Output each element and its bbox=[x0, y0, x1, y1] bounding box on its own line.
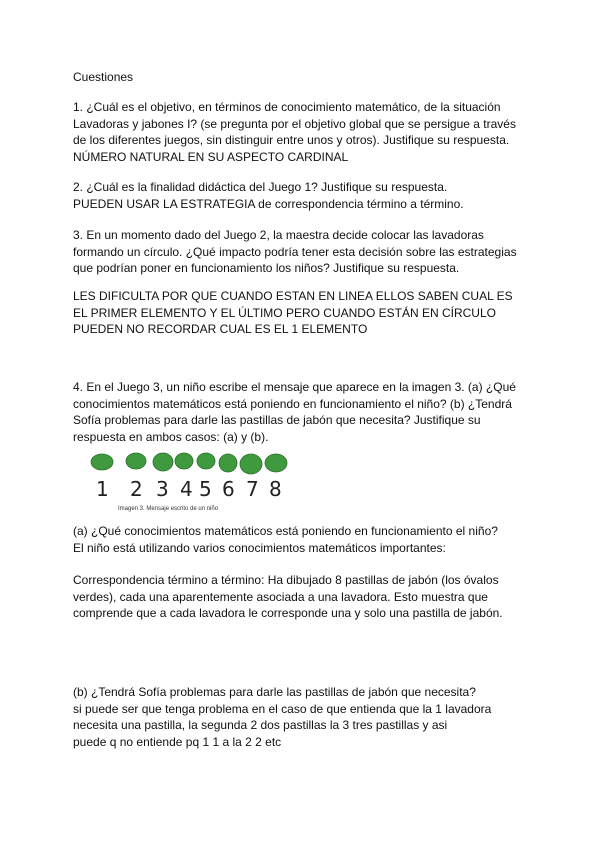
soap-blob bbox=[153, 453, 173, 471]
q3-line: formando un círculo. ¿Qué impacto podría tener esta decisión sobre las estrategias bbox=[73, 244, 517, 259]
handwritten-digit: 7 bbox=[246, 477, 259, 501]
title-text: Cuestiones bbox=[73, 70, 134, 84]
q3-answer-line: LES DIFICULTA POR QUE CUANDO ESTAN EN LINEA ELLOS SABEN CUAL ES bbox=[73, 289, 513, 303]
q1-line: Lavadoras y jabones I? (se pregunta por el objetivo global que se persigue a través bbox=[73, 116, 516, 131]
a-question-line: El niño está utilizando varios conocimientos matemáticos importantes: bbox=[73, 540, 446, 555]
q3-line: 3. En un momento dado del Juego 2, la maestra decide colocar las lavadoras bbox=[73, 228, 484, 242]
question-1 bbox=[73, 99, 533, 165]
q4-line: Sofía problemas para darle las pastillas de jabón que necesita? Justifique su bbox=[73, 413, 481, 427]
q4-line: respuesta en ambos casos: (a) y (b). bbox=[73, 429, 269, 444]
handwritten-digit: 5 bbox=[199, 477, 212, 501]
a-answer-line: verdes), cada una aparentemente asociada a una lavadora. Esto muestra que bbox=[73, 589, 488, 604]
q3-line: que podrían poner en funcionamiento los niños? Justifique su respuesta. bbox=[73, 261, 460, 275]
q3-answer-line: EL PRIMER ELEMENTO Y EL ÚLTIMO PERO CUANDO ESTÁN EN CÍRCULO bbox=[73, 305, 496, 320]
handwritten-digit: 4 bbox=[180, 477, 193, 501]
b-answer-line: puede q no entiende pq 1 1 a la 2 2 etc bbox=[73, 734, 282, 749]
soap-blob bbox=[175, 453, 193, 469]
question-2 bbox=[73, 179, 533, 212]
soap-blob bbox=[240, 454, 262, 474]
question-3 bbox=[73, 227, 533, 277]
b-answer-line: si puede ser que tenga problema en el caso de que entienda que la 1 lavadora bbox=[73, 701, 492, 716]
handwritten-digit: 3 bbox=[156, 477, 169, 501]
b-question-line: (b) ¿Tendrá Sofía problemas para darle las pastillas de jabón que necesita? bbox=[73, 685, 476, 699]
q3-answer-line: PUEDEN NO RECORDAR CUAL ES EL 1 ELEMENTO bbox=[73, 322, 368, 336]
q1-line: de los diferentes juegos, sin distinguir entre unos y otros). Justifique su respuesta. bbox=[73, 133, 510, 147]
section-title bbox=[73, 69, 533, 86]
answer-a bbox=[73, 572, 533, 622]
q1-line: 1. ¿Cuál es el objetivo, en términos de conocimiento matemático, de la situación bbox=[73, 100, 501, 114]
image-caption: Imagen 3. Mensaje escrito de un niño bbox=[118, 506, 219, 512]
q2-answer: PUEDEN USAR LA ESTRATEGIA de correspondencia término a término. bbox=[73, 196, 464, 211]
handwritten-digit: 6 bbox=[222, 477, 235, 501]
soap-blob bbox=[219, 454, 237, 472]
soap-blob bbox=[197, 453, 215, 469]
a-answer-line: comprende que a cada lavadora le corresponde una y solo una pastilla de jabón. bbox=[73, 606, 503, 620]
question-4 bbox=[73, 379, 533, 445]
handwritten-digit: 1 bbox=[96, 477, 109, 501]
q4-line: 4. En el Juego 3, un niño escribe el mensaje que aparece en la imagen 3. (a) ¿Qué bbox=[73, 380, 516, 394]
a-question-line: (a) ¿Qué conocimientos matemáticos está poniendo en funcionamiento el niño? bbox=[73, 524, 498, 538]
q4-line: conocimientos matemáticos está poniendo en funcionamiento el niño? (b) ¿Tendrá bbox=[73, 396, 512, 411]
answer-a-question bbox=[73, 523, 533, 556]
handwritten-digit: 2 bbox=[130, 477, 143, 501]
soap-blob bbox=[91, 454, 113, 470]
q2-line: 2. ¿Cuál es la finalidad didáctica del Juego 1? Justifique su respuesta. bbox=[73, 180, 448, 194]
handwritten-digit: 8 bbox=[269, 477, 282, 501]
b-answer-line: necesita una pastilla, la segunda 2 dos pastillas la 3 tres pastillas y asi bbox=[73, 718, 448, 732]
soap-blob bbox=[265, 454, 287, 472]
soap-blob bbox=[126, 453, 146, 469]
q1-answer: NÚMERO NATURAL EN SU ASPECTO CARDINAL bbox=[73, 149, 349, 164]
answer-b bbox=[73, 684, 533, 750]
a-answer-line: Correspondencia término a término: Ha dibujado 8 pastillas de jabón (los óvalos bbox=[73, 573, 499, 587]
question-3-answer bbox=[73, 288, 533, 338]
